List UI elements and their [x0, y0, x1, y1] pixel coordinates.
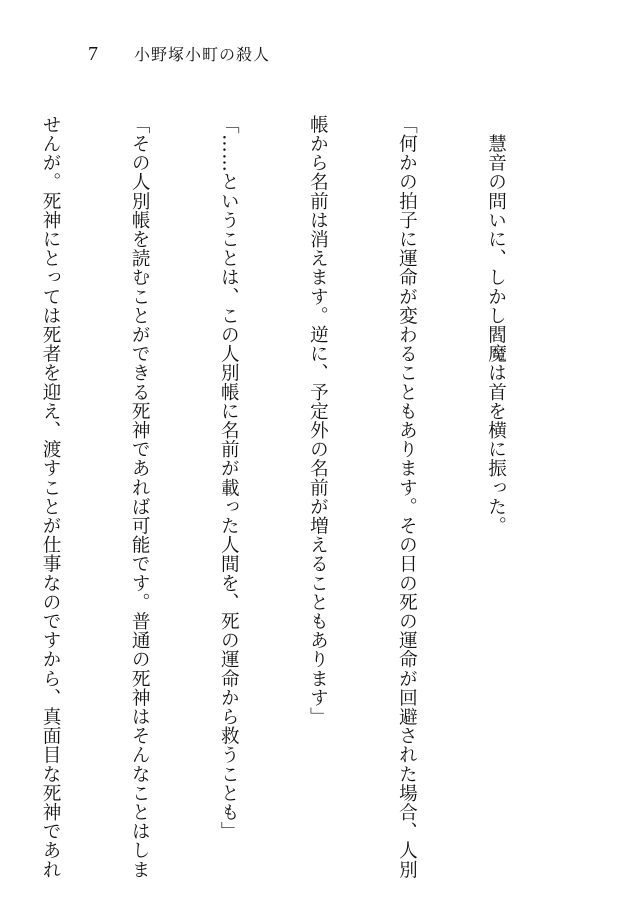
running-header — [88, 42, 270, 66]
text-line: せんが。死神にとっては死者を迎え、渡すことが仕事なのですから、真面目な死神であれ — [40, 115, 62, 879]
text-line: 「その人別帳を読むことができる死神であれば可能です。普通の死神はそんなことはしま — [129, 115, 151, 879]
page-number: 7 — [88, 43, 98, 65]
running-title: 小野塚小町の殺人 — [134, 45, 271, 64]
text-line: 帳から名前は消えます。逆に、予定外の名前が増えることもあります」 — [307, 115, 329, 727]
text-line: 「何かの拍子に運命が変わることもあります。その日の死の運命が回避された場合、人別 — [396, 115, 418, 879]
vertical-body-text — [40, 115, 570, 879]
text-line: 慧音の問いに、しかし閻魔は首を横に振った。 — [485, 115, 507, 536]
text-line: 「……ということは、この人別帳に名前が載った人間を、死の運命から救うことも」 — [218, 115, 240, 841]
